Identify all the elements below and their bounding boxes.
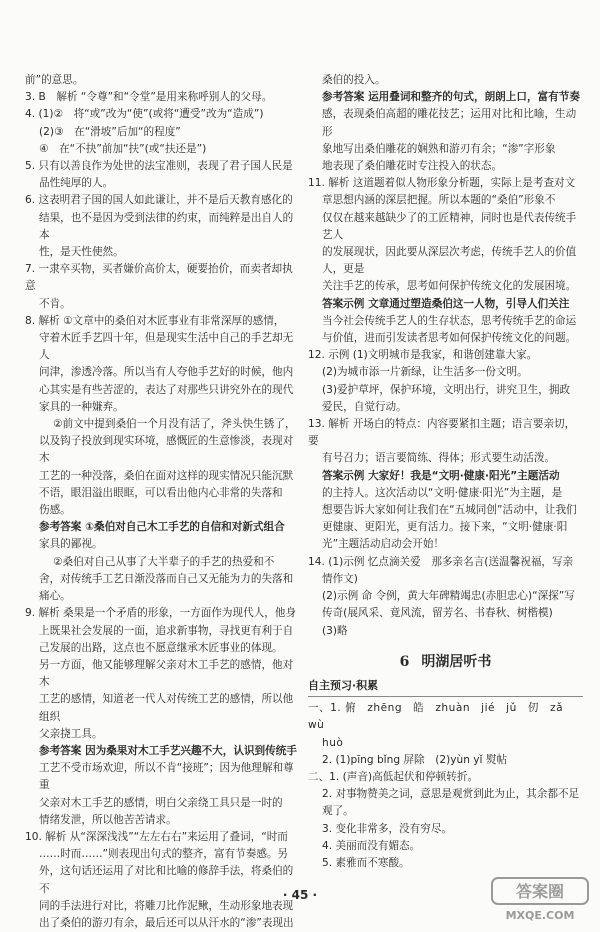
- text-line: ②前文中提到桑伯一个月没有活了，斧头快生锈了，: [53, 418, 296, 431]
- answer-line: 5. 素雅而不寒酸。: [322, 856, 410, 869]
- section-title: [308, 654, 583, 671]
- text-line: 地表现了桑伯雕花时专注投入的状态。: [322, 160, 503, 173]
- text-line: 工艺的感情，知道老一代人对传统工艺的感情，所以他组织: [39, 693, 294, 723]
- text-line: 出了桑伯的游刃有余，最后还可以从汗水的“渗”表现出: [39, 916, 294, 929]
- text-line: 3. B 解析 “令尊”和“令堂”是用来称呼别人的父母。: [25, 91, 273, 104]
- answer-line: 4. 美丽而没有媚态。: [322, 839, 421, 852]
- text-line: 结果，也不是因为受到法律的约束，而纯粹是出自人的本: [39, 211, 294, 241]
- text-line: 答案示例 大家好！我是“文明·健康·阳光”主题活动: [322, 469, 560, 482]
- text-line: 家具的鄙视。: [39, 538, 103, 551]
- text-line: 不肯。: [39, 297, 71, 310]
- text-line: 父亲挠工具。: [39, 727, 103, 740]
- text-line: 外，这句话还运用了对比和比喻的修辞手法，将桑伯的不: [39, 865, 294, 895]
- answer-line: 2. (1)pīng bǐng 屏除 (2)yùn yǐ 熨帖: [322, 753, 508, 766]
- text-line: 以及钩子投放到现实环境，感慨匠的生意惨淡，表现对木: [39, 435, 294, 465]
- text-line: 守着木匠手艺四十年，但是现实生活中自己的手艺却无人: [39, 332, 294, 362]
- text-line: 工艺不受市场欢迎，所以不肯“接班”；因为他理解和尊重: [39, 762, 294, 792]
- answer-line: huò: [322, 736, 344, 749]
- text-line: ……时而……”则表现出句式的整齐，富有节奏感。另: [39, 848, 289, 861]
- text-line: 心其实是有些苦涩的，表达了对那些只讲究外在的现代: [39, 383, 294, 396]
- text-line: 痛心。: [39, 590, 71, 603]
- text-line: 情绪发泄，所以他苦苦请求。: [39, 813, 177, 826]
- text-line: 感，表现桑伯高超的雕花技艺；运用对比和比喻，生动形: [322, 108, 577, 138]
- text-line: 参考答案 ①桑伯对自己木工手艺的自信和对新式组合: [39, 521, 285, 534]
- text-line: ④ 在“不抉”前加“扶”(或“扶还是”): [39, 142, 207, 155]
- text-line: 传奇(展风采、竟风流，留芳名、书春秋、树楷模): [322, 607, 553, 620]
- text-line: 仅仅在越来越缺少了的工匠精神，同时也是代表传统手艺人: [322, 211, 577, 241]
- text-line: 参考答案 运用叠词和整齐的句式，朗朗上口，富有节奏: [322, 91, 580, 104]
- watermark-logo: [490, 874, 590, 924]
- text-line: 与价值，进而引发读者思考如何保护传统文化的问题。: [322, 332, 577, 345]
- text-line: 舍，对传统手工艺日渐没落而自己又无能为力的失落和: [39, 572, 294, 585]
- section-title-text: 明湖居听书: [421, 653, 492, 670]
- answer-line: 3. 变化非常多，没有穷尽。: [322, 822, 453, 835]
- answer-line: 2. 对事物赞美之词，意思是观赏到此为止，其余都不足: [322, 788, 580, 801]
- text-line: 有号召力；语言要简练、得体；形式要生动活泼。: [322, 452, 556, 465]
- text-line: 前”的意思。: [25, 74, 84, 86]
- text-line: 7. 一隶卒买物，买者嫌价高价太，硬要抬价，而卖者却执意: [25, 263, 293, 293]
- text-line: 象地写出桑伯雕花的娴熟和游刃有余；“渗”字形象: [322, 142, 556, 155]
- text-line: (2)③ 在“滑坡”后加“的程度”: [39, 125, 181, 138]
- text-line: 光”主题活动启动会开始！: [322, 538, 445, 551]
- text-line: 11. 解析 这道题着似人物形象分析题，实际上是考查对文: [308, 177, 576, 190]
- text-line: 的发展现状，因此要从深层次考虑，传统手艺人的价值人，更是: [322, 246, 577, 276]
- text-line: ②桑伯对自己从事了大半辈子的手艺的热爱和不: [53, 555, 275, 568]
- text-line: 13. 解析 开场白的特点：内容要紧扣主题；语言要亲切，要: [308, 418, 576, 448]
- text-line: 5. 只有以善良作为处世的法宝准则，表现了君子国人民是: [25, 160, 293, 173]
- text-line: 桑伯的投入。: [322, 74, 386, 86]
- text-line: 关注手艺的传承，思考如何保护传统文化的发展困境。: [322, 280, 577, 293]
- page-number: · 45 ·: [282, 888, 318, 902]
- svg-text:MXQE.COM: MXQE.COM: [505, 909, 575, 922]
- text-line: 另一方面，他又能够理解父亲对木工手艺的感情，他对木: [39, 658, 294, 689]
- text-line: 想要告诉大家如何让我们在“五城同创”活动中，让我们: [322, 504, 577, 517]
- text-line: 品性纯厚的人。: [39, 177, 114, 190]
- text-line: 问津，渗透冷落。所以当有人夸他手艺好的时候，他内: [39, 366, 294, 379]
- text-line: (2)为城市添一片新绿，让生活多一份文明。: [322, 366, 528, 379]
- text-line: 上既果社会发展的一面，追求新事物，寻找更有利于自: [39, 624, 294, 637]
- text-line: (3)略: [322, 624, 348, 637]
- section-number: 6: [399, 653, 410, 670]
- text-line: 8. 解析 ①文章中的桑伯对木匠事业有非常深厚的感情，: [25, 314, 285, 327]
- text-line: 伤感。: [39, 504, 71, 517]
- subsection-heading: 自主预习·积累: [308, 677, 583, 697]
- text-line: 情作文): [322, 572, 358, 585]
- text-line: 的主持人。这次活动以“文明·健康·阳光”为主题，是: [322, 486, 563, 499]
- text-line: 章思想内涵的深层把握。所以本题的“桑伯”形象不: [322, 194, 556, 207]
- text-line: 同的手法进行对比，将雕刀比作泥鳅，生动形象地表现: [39, 899, 294, 912]
- text-line: (2)示例 命 令例，黄大年碑精竭忠(赤胆忠心)“深探”写: [322, 590, 575, 603]
- left-column: [25, 72, 297, 932]
- svg-text:答案圈: 答案圈: [515, 882, 565, 901]
- answer-line: 二、1. (声音)高低起伏和停顿转折。: [308, 770, 479, 783]
- right-column: [308, 72, 583, 872]
- text-line: 父亲对木工手艺的感情，明白父亲绕工具只是一时的: [39, 796, 283, 809]
- answer-line: 观了。: [322, 805, 354, 818]
- text-line: 不语，眼泪溢出眼眶，可以看出他内心非常的失落和: [39, 486, 283, 499]
- text-line: (3)爱护草坪，保护环境，文明出行，讲究卫生，拥政: [322, 383, 571, 396]
- text-line: 工艺的一种没落，桑伯在面对这样的现实情况只能沉默: [39, 469, 294, 482]
- text-line: 己发展的出路，这点也不愿意继承木匠事业的体现。: [39, 641, 283, 654]
- text-line: 更健康、更阳光，更有活力。接下来，“文明·健康·阳: [322, 521, 568, 534]
- text-line: 14. (1)示例 忆点滴关爱 那多亲名言(送温馨祝福，写亲: [308, 555, 574, 568]
- text-line: 12. 示例 (1)文明城市是我家，和谐创建靠大家。: [308, 349, 538, 362]
- text-line: 性，是天性使然。: [39, 246, 124, 259]
- text-line: 当今社会传统手艺人的生存状态，思考传统手艺的命运: [322, 314, 577, 327]
- text-line: 答案示例 文章通过塑造桑伯这一人物，引导人们关注: [322, 297, 570, 310]
- text-line: 6. 这表明君子国的国人如此谦让，并不是后天教育感化的: [25, 194, 293, 207]
- text-line: 10. 解析 从“深深浅浅”“左左右右”来运用了叠词，“时而: [25, 830, 288, 843]
- text-line: 4. (1)② 将“或”改为“使”(或将“遭受”改为“造成”): [25, 108, 264, 121]
- text-line: 家具的一种嫌弃。: [39, 400, 124, 413]
- text-line: 爱民，自觉行动。: [322, 400, 407, 413]
- text-line: 9. 解析 桑果是一个矛盾的形象，一方面作为现代人，他身: [25, 607, 297, 620]
- answer-line: 一、1. 俯 zhēng 皓 zhuàn jié jǔ 仞 zǎ wù: [308, 702, 575, 732]
- text-line: 参考答案 因为桑果对木工手艺兴趣不大，认识到传统手: [39, 744, 297, 757]
